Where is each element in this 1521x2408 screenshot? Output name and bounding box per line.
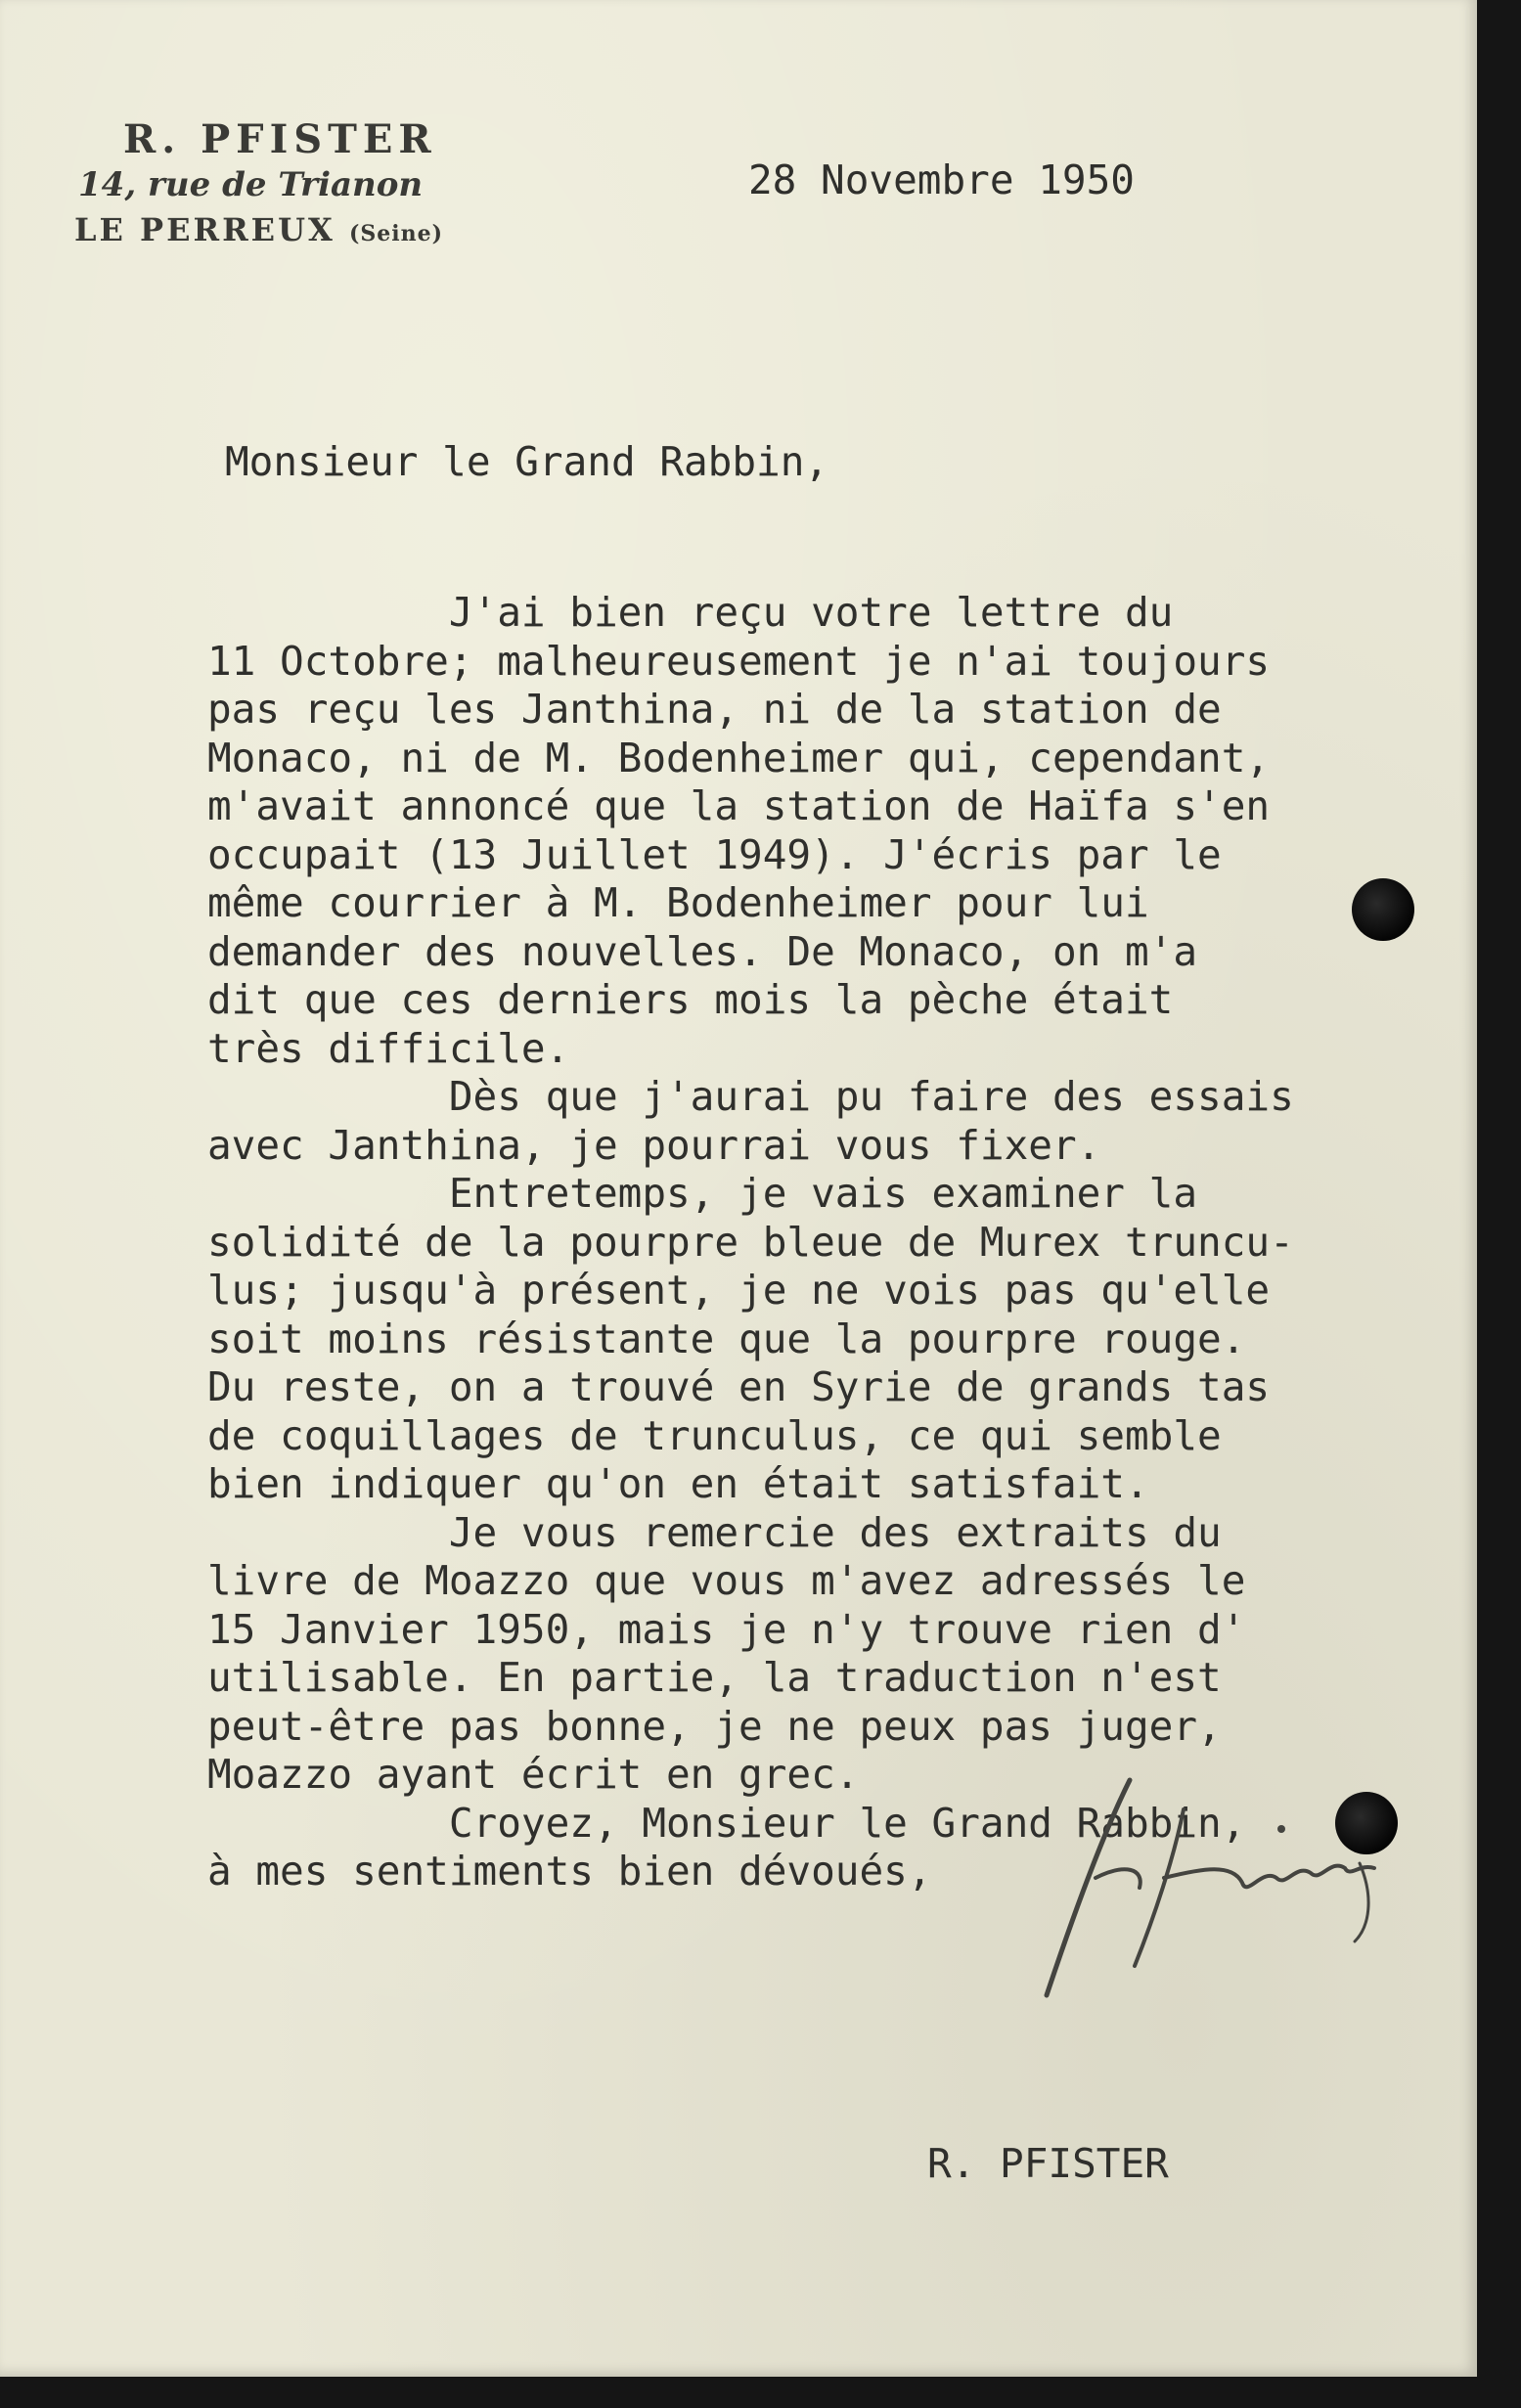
body-line: dit que ces derniers mois la pèche était bbox=[207, 976, 1174, 1023]
letterhead-name: R. PFISTER bbox=[123, 116, 437, 162]
body-line: lus; jusqu'à présent, je ne vois pas qu'elle bbox=[207, 1267, 1271, 1314]
letterhead bbox=[68, 117, 443, 256]
body-line: Entretemps, je vais examiner la bbox=[207, 1170, 1198, 1217]
body-line: J'ai bien reçu votre lettre du bbox=[207, 589, 1174, 636]
body-line: occupait (13 Juillet 1949). J'écris par le bbox=[207, 830, 1222, 878]
body-line: Croyez, Monsieur le Grand Rabbin, bbox=[207, 1799, 1246, 1847]
body-line: Monaco, ni de M. Bodenheimer qui, cependant, bbox=[207, 734, 1271, 781]
salutation: Monsieur le Grand Rabbin, bbox=[225, 438, 829, 485]
body-line: Du reste, on a trouvé en Syrie de grands tas bbox=[207, 1363, 1271, 1410]
body-line: très difficile. bbox=[207, 1024, 570, 1072]
body-line: demander des nouvelles. De Monaco, on m'a bbox=[207, 927, 1198, 975]
letterhead-city-name: LE PERREUX bbox=[74, 211, 336, 248]
body-line: soit moins résistante que la pourpre rouge. bbox=[207, 1315, 1246, 1362]
letterhead-region: (Seine) bbox=[348, 221, 443, 246]
body-line: pas reçu les Janthina, ni de la station de bbox=[207, 686, 1222, 733]
letter-date: 28 Novembre 1950 bbox=[748, 156, 1135, 203]
body-line: Moazzo ayant écrit en grec. bbox=[207, 1751, 860, 1798]
body-line: avec Janthina, je pourrai vous fixer. bbox=[207, 1121, 1101, 1169]
body-line: peut-être pas bonne, je ne peux pas juger, bbox=[207, 1702, 1222, 1750]
body-line: Je vous remercie des extraits du bbox=[207, 1508, 1222, 1556]
body-line: livre de Moazzo que vous m'avez adressés le bbox=[207, 1557, 1246, 1604]
letterhead-city bbox=[74, 207, 443, 256]
body-line: de coquillages de trunculus, ce qui semble bbox=[207, 1411, 1222, 1459]
body-line: même courrier à M. Bodenheimer pour lui bbox=[207, 879, 1149, 926]
body-line: 11 Octobre; malheureusement je n'ai toujours bbox=[207, 637, 1271, 685]
body-line: m'avait annoncé que la station de Haïfa s'en bbox=[207, 782, 1271, 829]
body-line: Dès que j'aurai pu faire des essais bbox=[207, 1073, 1294, 1120]
body-line: bien indiquer qu'on en était satisfait. bbox=[207, 1460, 1149, 1507]
printed-signature-name: R. PFISTER bbox=[927, 2140, 1169, 2187]
punch-hole bbox=[1352, 878, 1414, 941]
body-line: solidité de la pourpre bleue de Murex truncu- bbox=[207, 1218, 1294, 1266]
body-line: 15 Janvier 1950, mais je n'y trouve rien d' bbox=[207, 1605, 1246, 1653]
letterhead-street: 14, rue de Trianon bbox=[78, 165, 424, 204]
body-line: à mes sentiments bien dévoués, bbox=[207, 1848, 932, 1895]
punch-hole bbox=[1335, 1792, 1398, 1854]
body-line: utilisable. En partie, la traduction n'est bbox=[207, 1654, 1222, 1701]
letter-body bbox=[207, 589, 1294, 1896]
